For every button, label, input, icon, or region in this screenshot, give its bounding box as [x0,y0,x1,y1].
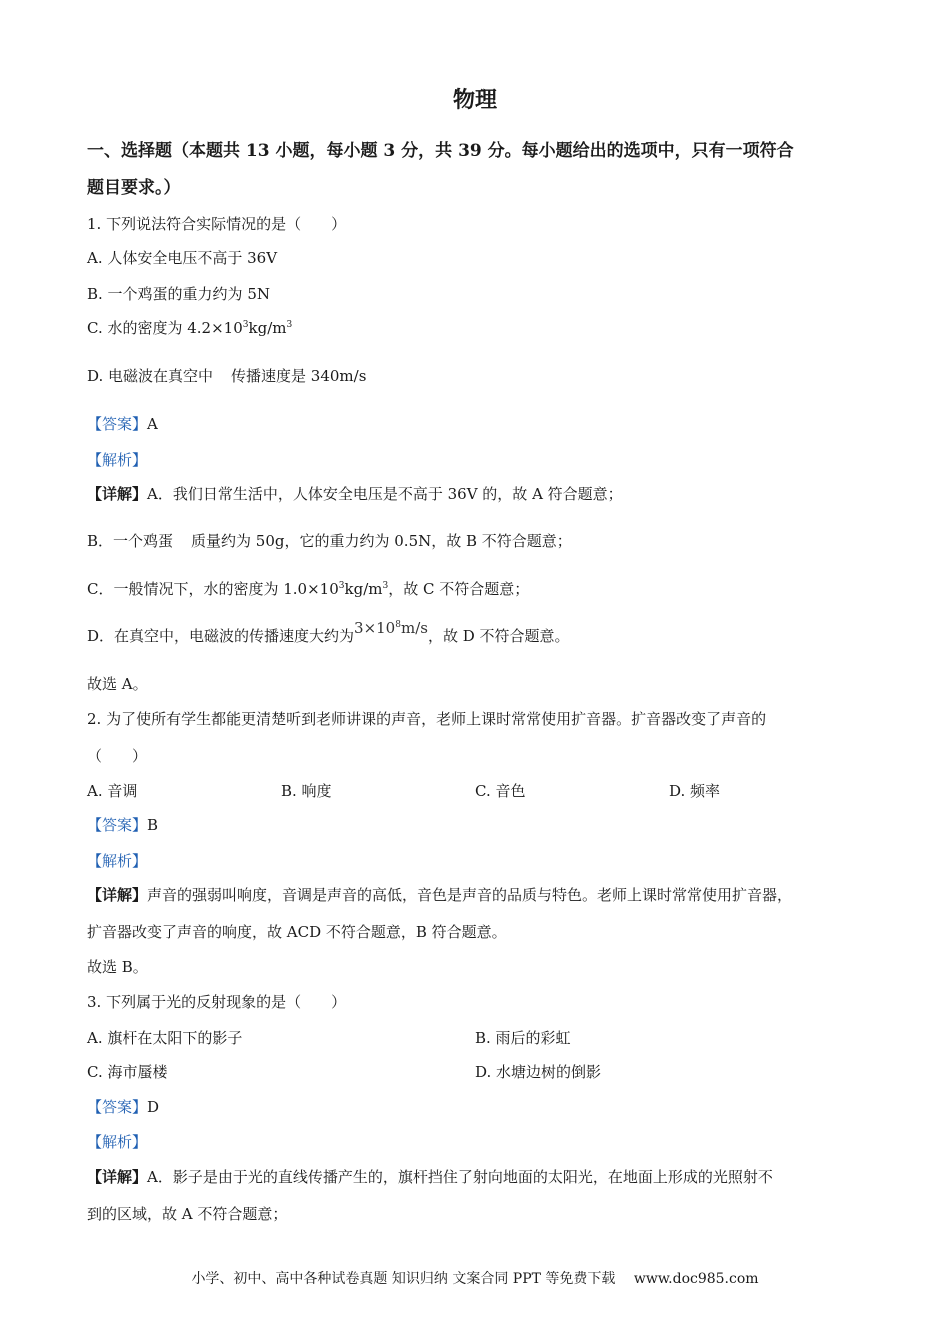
q2-option-a: A. 音调 [87,782,138,800]
q1-detail-c-text2: ，故 C 不符合题意； [388,580,530,598]
q1-detail-c-exp: 3 [338,581,345,591]
page-title: 物理 [452,87,497,113]
q1-detail-c-text: C．一般情况下，水的密度为 1.0×10 [87,580,339,598]
detail-tag: 【详解】 [87,485,148,503]
q1-answer-value: A [147,415,158,433]
q3-detail-1 [87,1167,773,1187]
q1-option-a: A. 人体安全电压不高于 36V [87,249,278,267]
q1-detail-b-text: B．一个鸡蛋 [87,532,174,550]
q1-detail-c [87,579,529,599]
q1-stem: 1. 下列说法符合实际情况的是（ ） [87,215,347,233]
q3-option-a: A. 旗杆在太阳下的影子 [87,1029,243,1047]
formula-exp: 8 [395,620,401,630]
q1-option-d [87,366,366,386]
section-heading-line1: 一、选择题（本题共 13 小题，每小题 3 分，共 39 分。每小题给出的选项中，只有一项符合 [87,141,794,161]
q1-detail-b-text2: 质量约为 50g，它的重力约为 0.5N，故 B 不符合题意； [191,532,572,550]
answer-tag: 【答案】 [87,1098,148,1116]
detail-tag: 【详解】 [87,886,148,904]
q3-detail-1-text: A．影子是由于光的直线传播产生的，旗杆挡住了射向地面的太阳光，在地面上形成的光照射不 [147,1168,773,1186]
q1-detail-d [87,619,570,646]
q2-conclusion: 故选 B。 [87,958,148,976]
q1-detail-d-text2: ，故 D 不符合题意。 [427,627,570,645]
q3-analysis-tag: 【解析】 [87,1133,148,1151]
speed-formula [354,619,428,637]
q2-analysis-tag: 【解析】 [87,852,148,870]
q1-option-d-text: D. 电磁波在真空中 [87,367,214,385]
q2-answer [87,815,158,835]
q1-detail-d-text: D．在真空中，电磁波的传播速度大约为 [87,627,355,645]
q2-detail-1 [87,885,792,905]
q1-conclusion: 故选 A。 [87,675,148,693]
answer-tag: 【答案】 [87,415,148,433]
q2-stem-bracket: （ ） [87,747,148,765]
q1-answer [87,414,158,434]
q1-option-c-text: C. 水的密度为 4.2×10 [87,319,243,337]
q1-detail-b [87,531,572,551]
detail-tag: 【详解】 [87,1168,148,1186]
page-footer: 小学、初中、高中各种试卷真题 知识归纳 文案合同 PPT 等免费下载 www.doc985.com [191,1271,759,1287]
q3-stem: 3. 下列属于光的反射现象的是（ ） [87,993,347,1011]
q1-option-c-unit: kg/m [248,319,287,337]
q1-option-c-unit-exp: 3 [286,320,293,330]
formula-unit: m/s [400,619,428,637]
q2-option-b: B. 响度 [281,782,332,800]
q1-option-c-exp: 3 [242,320,249,330]
q3-answer-value: D [147,1098,160,1116]
q2-option-d: D. 频率 [669,782,721,800]
q3-option-c: C. 海市蜃楼 [87,1063,168,1081]
q2-option-c: C. 音色 [475,782,526,800]
q3-option-d: D. 水塘边树的倒影 [475,1063,602,1081]
q3-option-b: B. 雨后的彩虹 [475,1029,571,1047]
q1-detail-c-unit-exp: 3 [382,581,389,591]
formula-base: 3×10 [354,619,396,637]
q1-detail-a-text: A．我们日常生活中，人体安全电压是不高于 36V 的，故 A 符合题意； [147,485,623,503]
q2-answer-value: B [147,816,159,834]
q2-detail-1-text: 声音的强弱叫响度，音调是声音的高低，音色是声音的品质与特色。老师上课时常常使用扩音器， [147,886,793,904]
q3-detail-2: 到的区域，故 A 不符合题意； [87,1205,288,1223]
q1-detail-a [87,484,623,504]
q2-stem: 2. 为了使所有学生都能更清楚听到老师讲课的声音，老师上课时常常使用扩音器。扩音器改变了声音的 [87,710,767,728]
q3-answer [87,1097,159,1117]
q2-detail-2: 扩音器改变了声音的响度，故 ACD 不符合题意，B 符合题意。 [87,923,507,941]
q1-option-d-text2: 传播速度是 340m/s [231,367,367,385]
q1-analysis-tag: 【解析】 [87,451,148,469]
answer-tag: 【答案】 [87,816,148,834]
q1-option-b: B. 一个鸡蛋的重力约为 5N [87,285,270,303]
q1-detail-c-unit: kg/m [344,580,383,598]
q1-option-c [87,318,292,338]
section-heading-line2: 题目要求。） [87,178,181,198]
